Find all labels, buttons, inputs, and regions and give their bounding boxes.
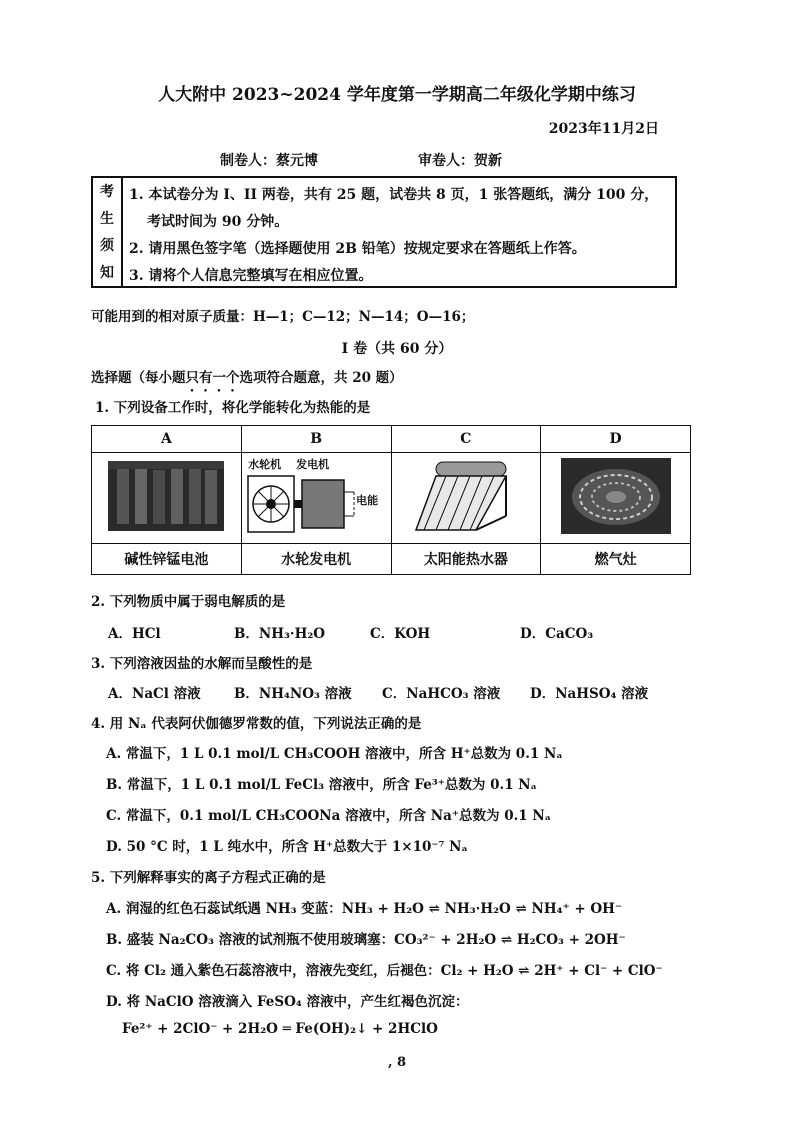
q1-image-b — [241, 453, 391, 544]
notice-item-2: 2. 请用黑色签字笔（选择题使用 2B 铅笔）按规定要求在答题纸上作答。 — [129, 241, 586, 257]
q1-caption: 燃气灶 — [541, 544, 691, 575]
atomic-mass-line: 可能用到的相对原子质量：H—1；C—12；N—14；O—16； — [91, 309, 475, 325]
notice-item-3: 3. 请将个人信息完整填写在相应位置。 — [129, 268, 373, 284]
battery-photo-icon — [103, 456, 229, 536]
notice-item-1-cont: 考试时间为 90 分钟。 — [147, 214, 289, 230]
notice-char: 知 — [100, 265, 114, 281]
page-number: , 8 — [387, 1055, 407, 1070]
q1-stem: 1. 下列设备工作时，将化学能转化为热能的是 — [95, 400, 371, 416]
q2-option-a: A．HCl — [108, 626, 161, 642]
q5-option-c: C. 将 Cl₂ 通入紫色石蕊溶液中，溶液先变红，后褪色：Cl₂ + H₂O ⇌ 2H⁺ + Cl⁻ + ClO⁻ — [106, 963, 663, 979]
q1-caption: 水轮发电机 — [241, 544, 391, 575]
page-title: 人大附中 2023~2024 学年度第一学期高二年级化学期中练习 — [158, 85, 636, 105]
generator-label: 发电机 — [296, 458, 330, 471]
q1-image-d — [541, 453, 691, 544]
q3-option-d: D．NaHSO₄ 溶液 — [530, 686, 649, 702]
q1-letter: C — [391, 426, 541, 453]
q5-option-b: B. 盛装 Na₂CO₃ 溶液的试剂瓶不使用玻璃塞：CO₃²⁻ + 2H₂O ⇌ H₂CO₃ + 2OH⁻ — [106, 932, 626, 948]
q1-caption: 碱性锌锰电池 — [92, 544, 242, 575]
q4-option-a: A. 常温下，1 L 0.1 mol/L CH₃COOH 溶液中，所含 H⁺总数为 0.1 Nₐ — [106, 746, 563, 762]
notice-char: 须 — [100, 238, 114, 254]
gas-stove-icon — [553, 455, 679, 537]
section-suffix: 选项符合题意，共 20 题） — [239, 370, 403, 386]
exam-makers — [220, 150, 502, 170]
q5-option-d-equation: Fe²⁺ + 2ClO⁻ + 2H₂O ═ Fe(OH)₂↓ + 2HClO — [122, 1021, 438, 1037]
author: 制卷人：蔡元博 — [220, 153, 318, 169]
notice-items — [129, 182, 669, 290]
notice-item-1: 1. 本试卷分为 I、II 两卷，共有 25 题，试卷共 8 页，1 张答题纸，满分 100 分， — [129, 187, 659, 203]
q3-option-a: A．NaCl 溶液 — [108, 686, 201, 702]
q4-stem: 4. 用 Nₐ 代表阿伏伽德罗常数的值，下列说法正确的是 — [91, 716, 422, 732]
notice-char: 考 — [100, 184, 114, 200]
energy-label: 电能 — [356, 494, 379, 507]
turbine-label: 水轮机 — [248, 458, 282, 471]
volume-heading: I 卷（共 60 分） — [341, 341, 453, 357]
q1-letter: D — [541, 426, 691, 453]
q3-stem: 3. 下列溶液因盐的水解而呈酸性的是 — [91, 656, 313, 672]
turbine-icon — [246, 470, 386, 538]
q1-options-table — [91, 425, 691, 575]
q4-option-d: D. 50 °C 时，1 L 纯水中，所含 H⁺总数大于 1×10⁻⁷ Nₐ — [106, 839, 468, 855]
q5-option-d: D. 将 NaClO 溶液滴入 FeSO₄ 溶液中，产生红褐色沉淀： — [106, 994, 469, 1010]
q1-letter: B — [241, 426, 391, 453]
q1-caption: 太阳能热水器 — [391, 544, 541, 575]
q2-option-d: D．CaCO₃ — [520, 626, 594, 642]
q3-option-c: C．NaHCO₃ 溶液 — [382, 686, 501, 702]
section-prefix: 选择题（每小题 — [91, 370, 186, 386]
q2-option-c: C．KOH — [370, 626, 431, 642]
solar-water-heater-icon — [406, 456, 526, 536]
reviewer: 审卷人：贺新 — [418, 153, 502, 169]
q2-option-b: B．NH₃·H₂O — [234, 626, 326, 642]
section-heading — [91, 366, 403, 395]
q1-image-a — [92, 453, 242, 544]
exam-date: 2023年11月2日 — [548, 121, 659, 137]
q5-option-a: A. 润湿的红色石蕊试纸遇 NH₃ 变蓝：NH₃ + H₂O ⇌ NH₃·H₂O ⇌ NH₄⁺ + OH⁻ — [106, 901, 622, 917]
notice-side-label — [93, 178, 123, 286]
hydro-generator-diagram — [246, 456, 386, 540]
q4-option-c: C. 常温下，0.1 mol/L CH₃COONa 溶液中，所含 Na⁺总数为 0.1 Nₐ — [106, 808, 552, 824]
q2-stem: 2. 下列物质中属于弱电解质的是 — [91, 594, 286, 610]
q3-option-b: B．NH₄NO₃ 溶液 — [234, 686, 352, 702]
q4-option-b: B. 常温下，1 L 0.1 mol/L FeCl₃ 溶液中，所含 Fe³⁺总数为 0.1 Nₐ — [106, 777, 537, 793]
q5-stem: 5. 下列解释事实的离子方程式正确的是 — [91, 870, 326, 886]
section-emphasis: 只有一个 — [185, 370, 240, 386]
notice-char: 生 — [100, 211, 114, 227]
q1-image-c — [391, 453, 541, 544]
q1-letter: A — [92, 426, 242, 453]
notice-box — [91, 176, 677, 288]
